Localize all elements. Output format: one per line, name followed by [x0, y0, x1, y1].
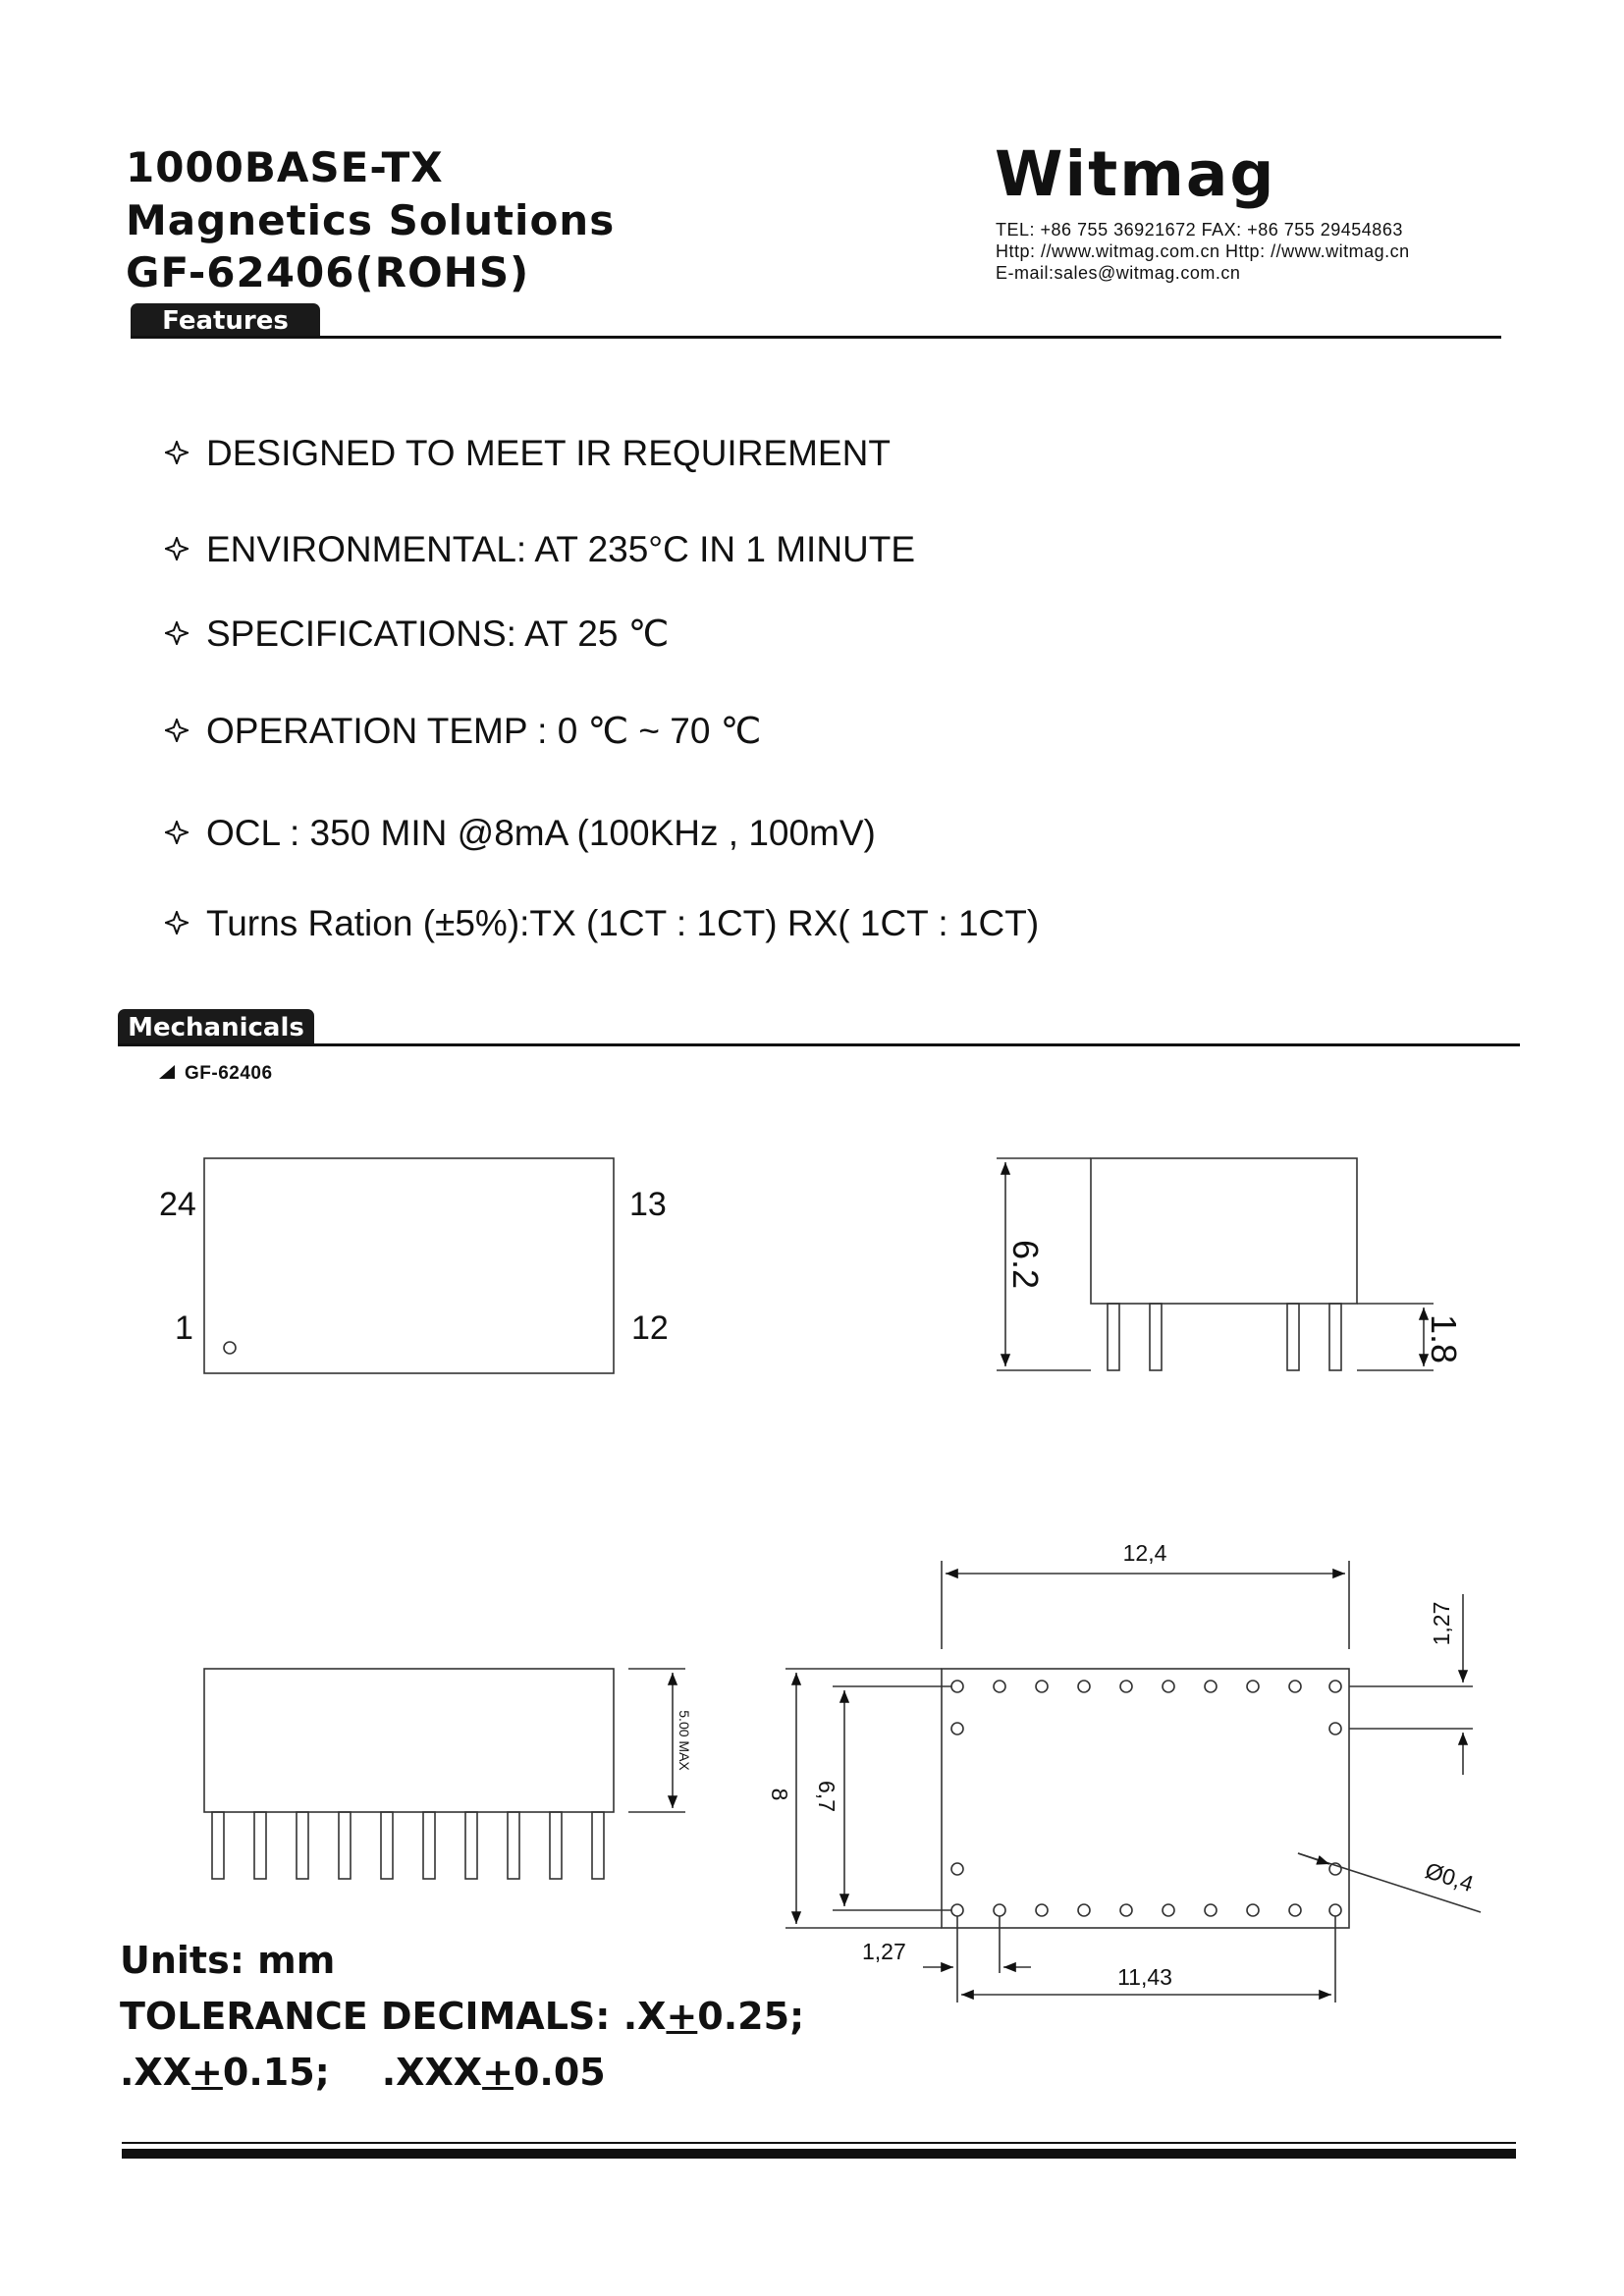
tol-xxx-prefix: .XXX	[381, 2051, 483, 2094]
dim-height-label: 6.2	[1005, 1239, 1046, 1290]
top-view	[204, 1158, 614, 1373]
dim-width-label: 12,4	[1122, 1540, 1167, 1566]
pad-holes	[951, 1681, 1341, 1916]
feature-text: OPERATION TEMP : 0 ℃ ~ 70 ℃	[206, 710, 762, 751]
part-label-text: GF-62406	[185, 1063, 273, 1084]
tol-x-sign: +	[666, 1995, 698, 2038]
dim-height-inner-label: 6,7	[814, 1781, 839, 1812]
contact-email: E-mail:sales@witmag.com.cn	[996, 263, 1241, 283]
brand-logo: Witmag	[995, 138, 1276, 210]
dim-pitch-top-label: 1,27	[1429, 1601, 1454, 1646]
dim-hole-diameter-label: Ø0,4	[1422, 1857, 1477, 1897]
contact-phone: TEL: +86 755 36921672 FAX: +86 755 29454863	[996, 220, 1403, 240]
tol-xx-sign: +	[191, 2051, 223, 2094]
title-line-3: GF-62406(ROHS)	[126, 248, 530, 296]
title-line-1: 1000BASE-TX	[126, 143, 444, 191]
tolerance-note	[120, 1995, 805, 2038]
pin-label-bottom-right: 12	[631, 1309, 669, 1347]
dim-pitch-bottom-label: 1,27	[862, 1939, 906, 1964]
dim-pin-length-label: 1.8	[1424, 1313, 1464, 1364]
pin-label-top-right: 13	[629, 1186, 667, 1223]
title-line-2: Magnetics Solutions	[126, 196, 616, 244]
feature-text: ENVIRONMENTAL: AT 235°C IN 1 MINUTE	[206, 528, 916, 569]
side-view	[997, 1158, 1434, 1370]
tol-x-prefix: .X	[623, 1995, 667, 2038]
footprint-view	[785, 1561, 1481, 2002]
dim-front-height-label: 5.00 MAX	[677, 1710, 692, 1771]
feature-text: DESIGNED TO MEET IR REQUIREMENT	[206, 432, 891, 473]
feature-text: SPECIFICATIONS: AT 25 ℃	[206, 613, 670, 654]
contact-web: Http: //www.witmag.com.cn Http: //www.witmag.cn	[996, 241, 1410, 261]
tolerance-label: TOLERANCE DECIMALS:	[120, 1995, 611, 2038]
tolerance-note-2	[120, 2051, 606, 2094]
mechanicals-tab: Mechanicals	[118, 1009, 314, 1046]
feature-text: Turns Ration (±5%):TX (1CT : 1CT) RX( 1CT : 1CT)	[206, 902, 1040, 943]
footer-thin-rule	[122, 2142, 1516, 2144]
pin-label-top-left: 24	[159, 1186, 196, 1223]
tol-xxx-sign: +	[482, 2051, 514, 2094]
features-tab: Features	[131, 303, 320, 339]
feature-text: OCL : 350 MIN @8mA (100KHz , 100mV)	[206, 812, 876, 853]
tol-xxx-value: 0.05	[513, 2051, 606, 2094]
units-label: Units:	[120, 1939, 244, 1982]
dim-height-outer-label: 8	[767, 1788, 792, 1801]
units-note	[120, 1939, 336, 1982]
footer-thick-rule	[122, 2149, 1516, 2159]
tol-xx-value: 0.15;	[222, 2051, 330, 2094]
tol-x-value: 0.25;	[697, 1995, 805, 2038]
dim-span-label: 11,43	[1117, 1964, 1172, 1990]
pin-label-bottom-left: 1	[175, 1309, 193, 1347]
front-view	[204, 1669, 685, 1879]
units-value: mm	[257, 1939, 336, 1982]
tol-xx-prefix: .XX	[120, 2051, 192, 2094]
